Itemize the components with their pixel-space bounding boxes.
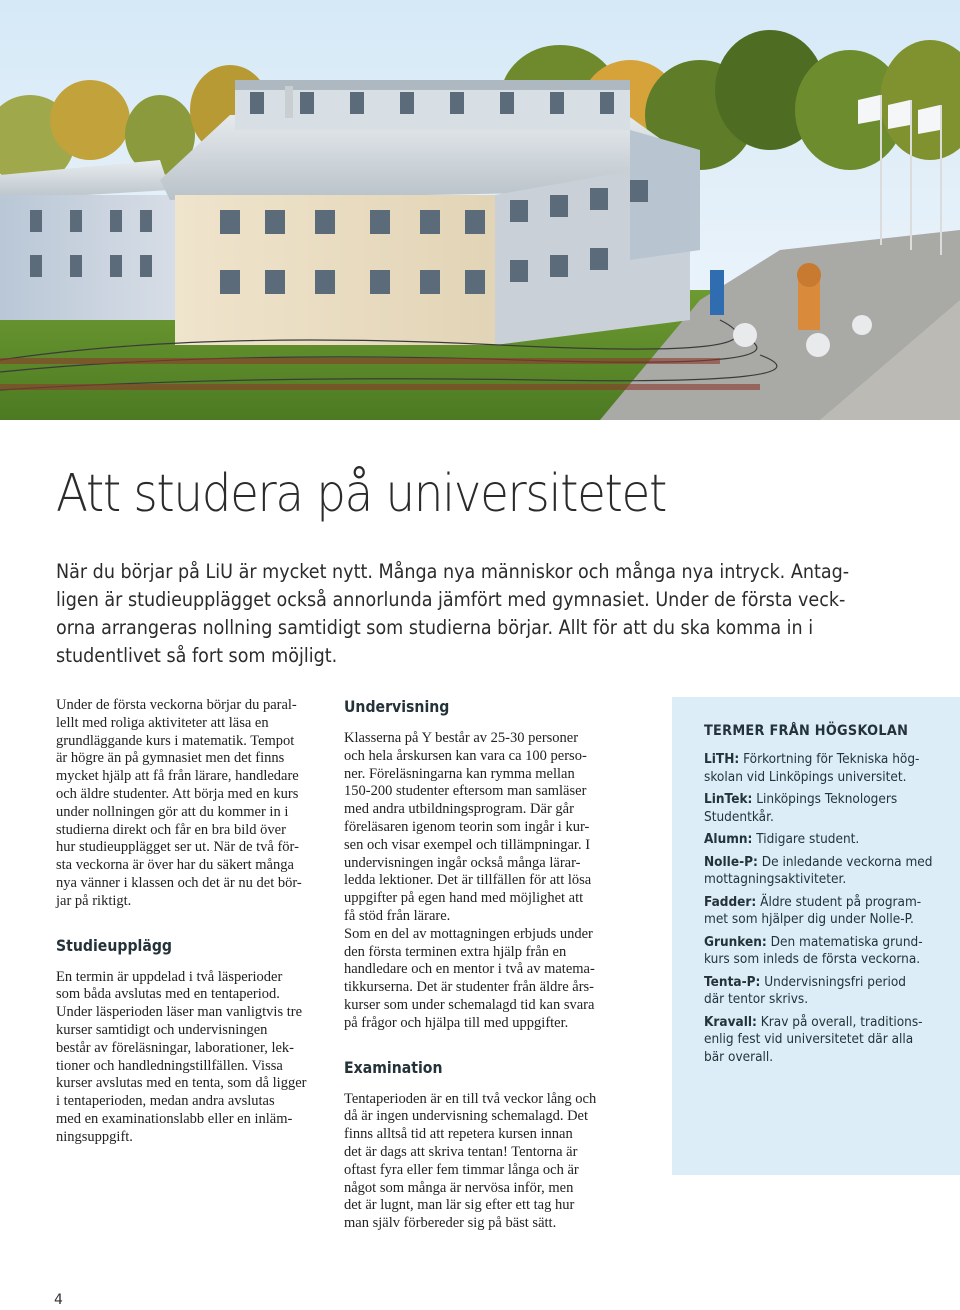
glossary-definition: Förkortning för Tekniska hög- [739,751,920,767]
text-line: hur studieupplägget ser ut. När de två för- [56,839,299,856]
text-line: och hela årskursen kan vara ca 100 perso- [344,747,587,764]
glossary-title: TERMER FRÅN HÖGSKOLAN [704,723,909,739]
glossary-term: Nolle-P: [704,853,758,870]
text-line: kurser samtidigt och undervisningen [56,1021,268,1038]
text-line: oftast fyra eller fem timmar långa och är [344,1161,579,1178]
text-line: den första terminen extra hjälp från en [344,943,567,960]
text-line: under nollningen gör att du kommer in i [56,803,289,820]
glossary-term: Tenta-P: [704,973,761,990]
lead-line: orna arrangeras nollning samtidigt som studierna börjar. Allt för att du ska komma in i [56,616,814,639]
text-line: i tentaperioden, medan andra avslutas [56,1093,275,1110]
text-line: tikkurserna. Det är studenter från äldre års- [344,979,595,996]
text-line: föreläsaren igenom teorin som ingår i kur- [344,818,590,835]
text-line: lellt med roliga aktiviteter att läsa en [56,714,269,731]
text-line: Under läsperioden läser man vanligtvis tre [56,1004,303,1021]
glossary-item [704,831,954,849]
sign [710,270,724,315]
glossary-definition: kurs som inleds de första veckorna. [704,951,921,967]
glossary-definition: skolan vid Linköpings universitet. [704,768,907,785]
glossary-definition: met som hjälper dig under Nolle-P. [704,911,914,927]
text-line: Som en del av mottagningen erbjuds under [344,925,593,942]
glossary-definition: Krav på overall, traditions- [756,1013,923,1030]
text-line: det är dags att skriva tentan! Tentorna är [344,1143,578,1160]
column-middle [344,697,614,1233]
glossary-term: LinTek: [704,791,753,807]
glossary-definition: enlig fest vid universitetet där alla [704,1031,914,1047]
text-line: Klasserna på Y består av 25-30 personer [344,730,579,746]
undervisning-paragraph [344,730,614,1033]
glossary-sidebar [672,697,960,1175]
text-line: nya vänner i klassen och det är nu det bör- [56,874,302,891]
glossary-definition: Den matematiska grund- [766,933,923,950]
text-line: grundläggande kurs i matematik. Tempot [56,732,295,749]
glossary-term: Alumn: [704,831,753,847]
section-heading-studieupplagg: Studieupplägg [56,935,173,955]
text-line: med en examinationslabb eller en inläm- [56,1110,293,1127]
text-line: något som många är nervösa inför, men [344,1179,574,1196]
studieupplagg-paragraph [56,969,326,1147]
text-line: som båda avslutas med en tentaperiod. [56,986,280,1003]
text-line: ner. Föreläsningarna kan rymma mellan [344,765,575,782]
glossary-term: LiTH: [704,751,740,767]
text-line: är högre än på gymnasiet men det finns [56,750,285,767]
text-line: finns alltså tid att repetera kursen innan [344,1126,573,1143]
lead-line: studentlivet så fort som möjligt. [56,644,338,667]
glossary-list [704,751,954,1071]
glossary-definition: Studentkår. [704,808,774,825]
text-line: ningsuppgift. [56,1128,133,1145]
glossary-definition: bär overall. [704,1048,774,1065]
glossary-definition: där tentor skrivs. [704,991,809,1007]
glossary-item [704,1014,954,1067]
section-heading-examination: Examination [344,1057,443,1077]
glossary-term: Kravall: [704,1013,757,1030]
glossary-term: Fadder: [704,893,757,910]
text-line: kurser avslutas med en tenta, som då ligger [56,1075,307,1092]
text-line: handledare och en mentor i två av matema- [344,961,595,978]
glossary-item [704,751,954,786]
column-left [56,697,326,1147]
text-line: med andra utbildningsprogram. Där går [344,801,574,818]
glossary-definition: Tidigare student. [752,831,860,847]
text-line: En termin är uppdelad i två läsperioder [56,968,283,985]
text-line: man själv förbereder sig på bäst sätt. [344,1215,557,1232]
text-line: kurser som under schemalagd tid kan svara [344,996,595,1013]
glossary-item [704,854,954,889]
text-line: på frågor och hjälpa till med uppgifter. [344,1014,569,1031]
text-line: tioner och handledningstillfällen. Vissa [56,1057,283,1074]
text-line: få stöd från lärare. [344,907,451,924]
text-line: sen och visar exempel och tillämpningar. I [344,836,591,853]
text-line: uppgifter på egen hand med möjlighet att [344,890,584,907]
text-line: sta veckorna är över har du säkert många [56,857,294,874]
text-line: undervisningen ingår också många lärar- [344,854,581,871]
glossary-item [704,894,954,929]
text-line: och äldre studenter. Att börja med en kurs [56,785,299,802]
glossary-definition: Äldre student på program- [756,893,922,910]
page-number: 4 [54,1292,63,1308]
text-line: jar på riktigt. [56,892,132,909]
section-heading-undervisning: Undervisning [344,697,450,716]
text-line: 150-200 studenter eftersom man samläser [344,783,587,800]
glossary-item [704,791,954,826]
text-line: Under de första veckorna börjar du paral- [56,697,297,713]
lead-line: När du börjar på LiU är mycket nytt. Många nya människor och många nya intryck. Antag- [56,560,850,583]
text-line: Tentaperioden är en till två veckor lång och [344,1090,597,1107]
glossary-item [704,934,954,969]
text-line: består av föreläsningar, laborationer, lek- [56,1039,294,1056]
text-line: då är ingen undervisning schemalagd. Det [344,1108,589,1125]
glossary-definition: mottagningsaktiviteter. [704,871,847,887]
text-line: ledda lektioner. Det är tillfällen för att lösa [344,872,592,889]
glossary-term: Grunken: [704,933,767,950]
glossary-definition: Linköpings Teknologers [752,791,898,807]
page-title: Att studera på universitetet [56,464,667,524]
lead-paragraph [56,558,856,670]
examination-paragraph [344,1091,614,1233]
text-line: studierna direkt och får en bra bild över [56,821,286,838]
lead-line: ligen är studieupplägget också annorlunda jämfört med gymnasiet. Under de första veck- [56,588,846,611]
glossary-definition: De inledande veckorna med [757,853,933,870]
campus-building-photo [0,0,960,420]
intro-paragraph [56,697,326,911]
glossary-item [704,974,954,1009]
text-line: mycket hjälp att få från lärare, handledare [56,768,299,785]
text-line: det är lugnt, man lär sig efter ett tag hur [344,1197,575,1214]
glossary-definition: Undervisningsfri period [760,973,906,990]
hero-photo [0,0,960,420]
